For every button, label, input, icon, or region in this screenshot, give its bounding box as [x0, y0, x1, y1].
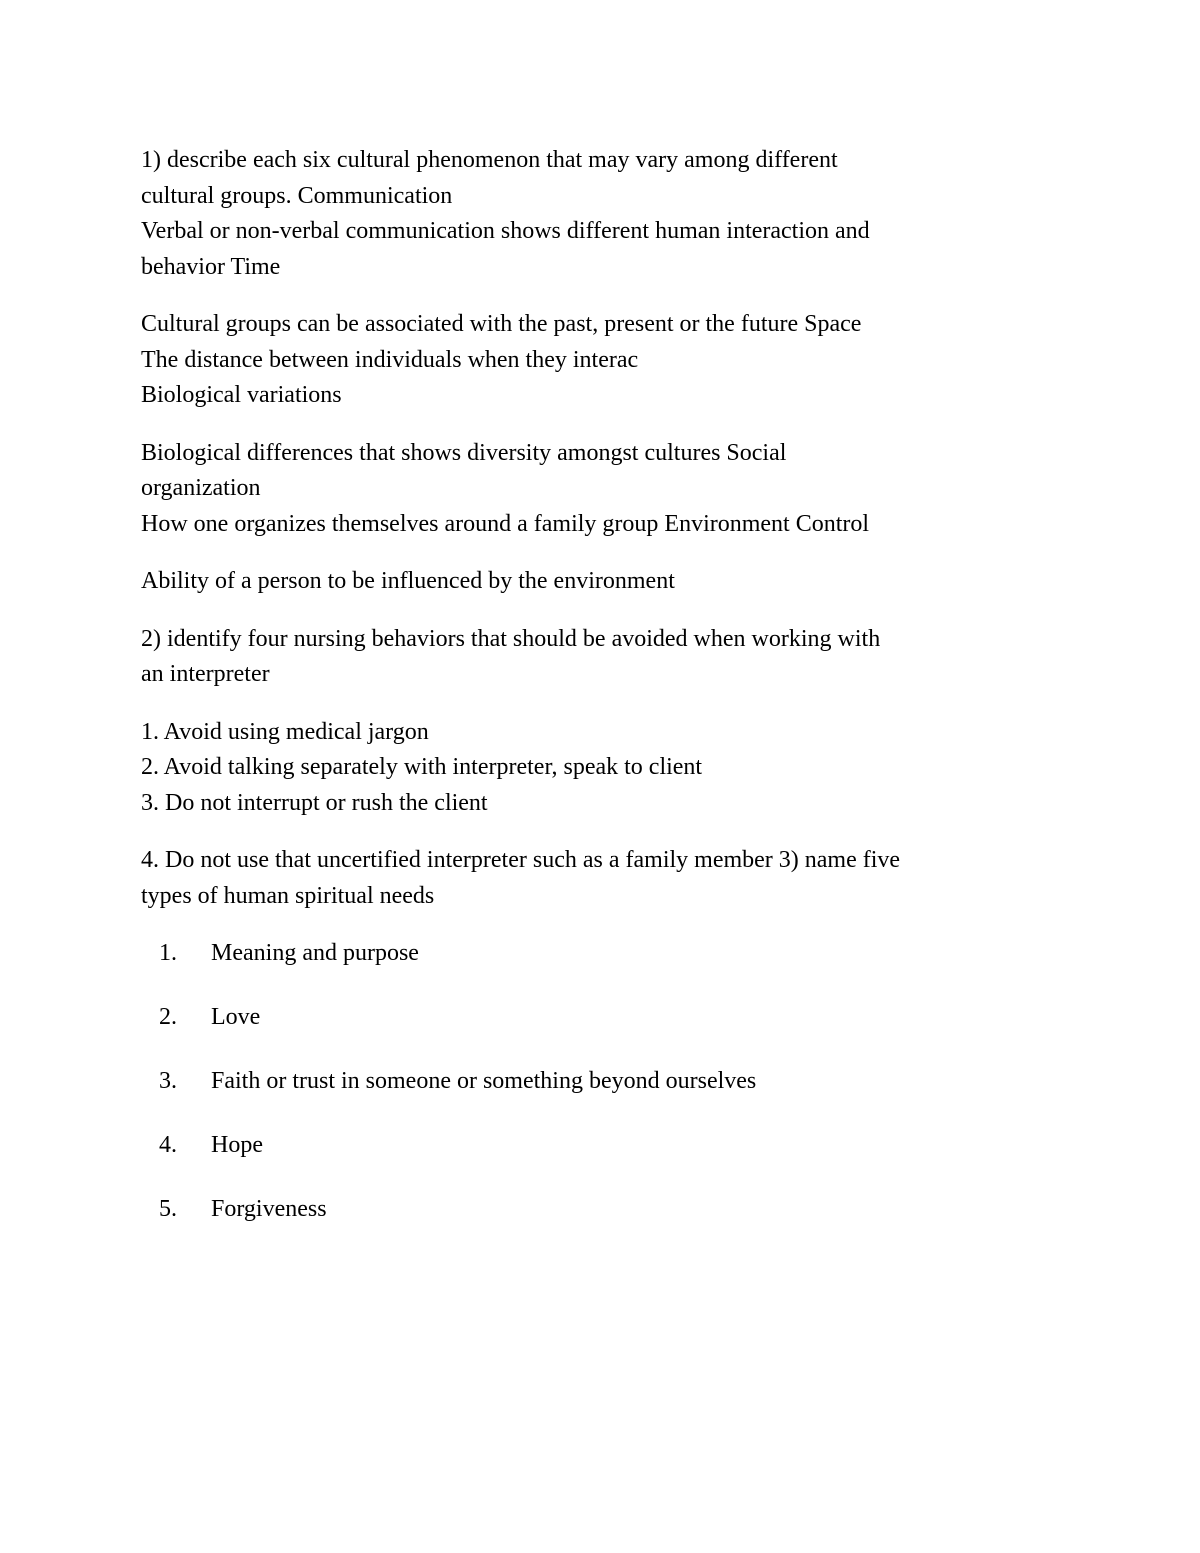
- paragraph-environment: [141, 564, 1071, 600]
- list-item: [141, 1192, 1071, 1256]
- text-line: types of human spiritual needs: [141, 882, 435, 909]
- paragraph-spacer: [141, 914, 1071, 936]
- paragraph-spacer: [141, 821, 1071, 843]
- paragraph-behaviors-list: [141, 715, 1071, 822]
- text-line: 3. Do not interrupt or rush the client: [141, 789, 488, 816]
- list-item: [141, 1000, 1071, 1064]
- paragraph-spacer: [141, 600, 1071, 622]
- text-line: Verbal or non-verbal communication shows different human interaction and: [141, 218, 870, 244]
- text-line: Cultural groups can be associated with the past, present or the future Space: [141, 311, 862, 337]
- text-line: Biological differences that shows diversity amongst cultures Social: [141, 439, 787, 466]
- text-line: Ability of a person to be influenced by the environment: [141, 568, 675, 594]
- paragraph-time-space: [141, 307, 1071, 414]
- list-item-text: Meaning and purpose: [211, 940, 419, 966]
- spiritual-needs-list: [141, 936, 1071, 1256]
- list-item: [141, 1064, 1071, 1128]
- list-item-text: Faith or trust in someone or something beyond ourselves: [211, 1068, 757, 1094]
- text-line: Biological variations: [141, 382, 342, 408]
- list-item: [141, 936, 1071, 1000]
- text-line: 2. Avoid talking separately with interpreter, speak to client: [141, 754, 703, 780]
- list-number: 4.: [159, 1132, 177, 1158]
- list-number: 1.: [159, 940, 177, 966]
- document-page: [141, 143, 1071, 1256]
- text-line: 4. Do not use that uncertified interpreter such as a family member 3) name five: [141, 847, 901, 873]
- paragraph-question-3: [141, 843, 1071, 914]
- text-line: cultural groups. Communication: [141, 182, 453, 209]
- text-line: organization: [141, 475, 261, 501]
- list-number: 3.: [159, 1068, 177, 1094]
- text-line: The distance between individuals when they interac: [141, 346, 639, 373]
- list-item-text: Forgiveness: [211, 1196, 327, 1222]
- text-line: 1. Avoid using medical jargon: [141, 718, 429, 745]
- list-number: 2.: [159, 1004, 177, 1030]
- text-line: How one organizes themselves around a family group Environment Control: [141, 510, 870, 537]
- paragraph-spacer: [141, 414, 1071, 436]
- list-number: 5.: [159, 1196, 177, 1222]
- text-line: behavior Time: [141, 253, 281, 280]
- list-item: [141, 1128, 1071, 1192]
- text-line: 2) identify four nursing behaviors that should be avoided when working with: [141, 625, 881, 652]
- paragraph-biological-social: [141, 436, 1071, 543]
- list-item-text: Hope: [211, 1132, 263, 1158]
- paragraph-spacer: [141, 693, 1071, 715]
- paragraph-spacer: [141, 285, 1071, 307]
- paragraph-cultural-phenomena: [141, 143, 1071, 285]
- paragraph-question-2: [141, 622, 1071, 693]
- paragraph-spacer: [141, 542, 1071, 564]
- text-line: 1) describe each six cultural phenomenon that may vary among different: [141, 147, 838, 173]
- text-line: an interpreter: [141, 661, 270, 687]
- list-item-text: Love: [211, 1004, 261, 1030]
